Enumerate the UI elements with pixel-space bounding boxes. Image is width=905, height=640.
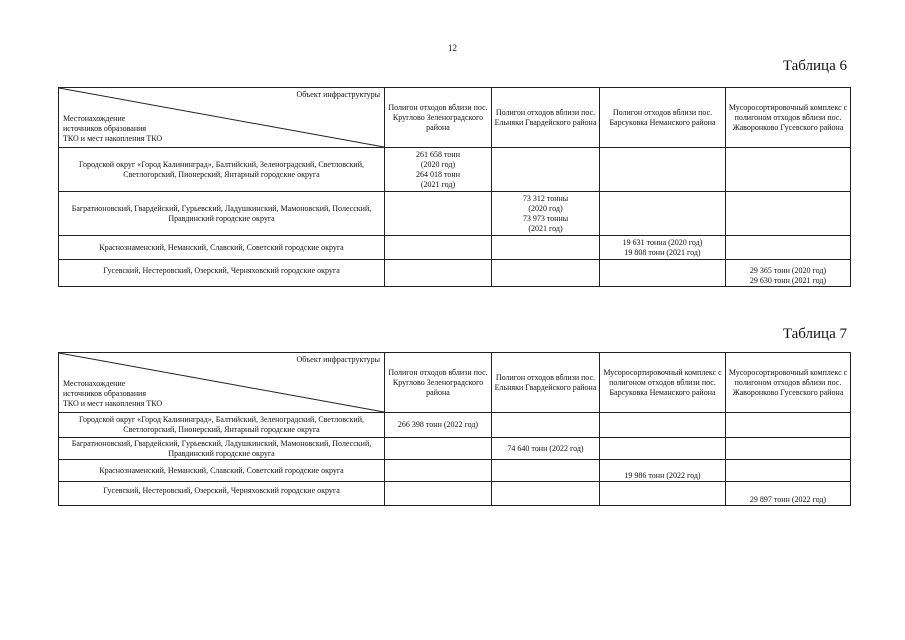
empty-cell (726, 438, 851, 460)
value-cell: 19 986 тонн (2022 год) (600, 460, 726, 482)
table-row (59, 192, 851, 236)
table6-header-3: Полигон отходов вблизи пос. Барсуковка Неманского района (600, 88, 726, 148)
region-cell: Багратионовский, Гвардейский, Гурьевский, Ладушкинский, Мамоновский, Полесский, Правдинский городские округа (59, 438, 385, 460)
table6 (58, 87, 851, 287)
empty-cell (385, 192, 492, 236)
table-row (59, 148, 851, 192)
region-cell: Городской округ «Город Калининград», Балтийский, Зеленоградский, Светловский, Светлогорский, Пионерский, Янтарный городские округа (59, 413, 385, 438)
table7-header-1: Полигон отходов вблизи пос. Круглово Зеленоградского района (385, 353, 492, 413)
empty-cell (600, 438, 726, 460)
table-row (59, 482, 851, 506)
empty-cell (600, 148, 726, 192)
value-cell: 29 897 тонн (2022 год) (726, 482, 851, 506)
table-row (59, 460, 851, 482)
value-cell: 29 365 тонн (2020 год) 29 630 тонн (2021 год) (726, 260, 851, 287)
table6-corner-cell (59, 88, 385, 148)
corner-top-label: Объект инфраструктуры (296, 90, 380, 99)
empty-cell (726, 413, 851, 438)
region-cell: Гусевский, Нестеровский, Озерский, Черняховский городские округа (59, 482, 385, 506)
value-cell: 19 631 тонна (2020 год) 19 808 тонн (2021 год) (600, 236, 726, 260)
region-cell: Краснознаменский, Неманский, Славский, Советский городские округа (59, 236, 385, 260)
empty-cell (492, 460, 600, 482)
empty-cell (600, 413, 726, 438)
region-cell: Гусевский, Нестеровский, Озерский, Черняховский городские округа (59, 260, 385, 287)
region-cell: Краснознаменский, Неманский, Славский, Советский городские округа (59, 460, 385, 482)
empty-cell (492, 260, 600, 287)
value-cell: 73 312 тонны (2020 год) 73 973 тонны (2021 год) (492, 192, 600, 236)
empty-cell (492, 413, 600, 438)
empty-cell (600, 482, 726, 506)
empty-cell (600, 260, 726, 287)
table-row (59, 413, 851, 438)
table6-header-2: Полигон отходов вблизи пос. Ельняки Гвардейского района (492, 88, 600, 148)
empty-cell (385, 482, 492, 506)
region-cell: Городской округ «Город Калининград», Балтийский, Зеленоградский, Светловский, Светлогорский, Пионерский, Янтарный городские округа (59, 148, 385, 192)
corner-bottom-label: Местонахождение источников образования ТКО и мест накопления ТКО (63, 114, 163, 143)
empty-cell (385, 260, 492, 287)
empty-cell (385, 438, 492, 460)
empty-cell (492, 482, 600, 506)
region-cell: Багратионовский, Гвардейский, Гурьевский, Ладушкинский, Мамоновский, Полесский, Правдинский городские округа (59, 192, 385, 236)
empty-cell (726, 460, 851, 482)
table6-header-4: Мусоросортировочный комплекс с полигоном отходов вблизи пос. Жаворонково Гусевского района (726, 88, 851, 148)
empty-cell (600, 192, 726, 236)
empty-cell (492, 236, 600, 260)
value-cell: 74 640 тонн (2022 год) (492, 438, 600, 460)
table7-header-row (59, 353, 851, 413)
empty-cell (385, 460, 492, 482)
table7 (58, 352, 851, 506)
table-row (59, 438, 851, 460)
table6-header-1: Полигон отходов вблизи пос. Круглово Зеленоградского района (385, 88, 492, 148)
value-cell: 266 398 тонн (2022 год) (385, 413, 492, 438)
empty-cell (385, 236, 492, 260)
empty-cell (726, 192, 851, 236)
table7-header-2: Полигон отходов вблизи пос. Ельняки Гвардейского района (492, 353, 600, 413)
page-number: 12 (448, 43, 457, 53)
table6-title: Таблица 6 (782, 58, 847, 74)
corner-bottom-label: Местонахождение источников образования ТКО и мест накопления ТКО (63, 379, 163, 408)
empty-cell (726, 148, 851, 192)
table7-corner-cell (59, 353, 385, 413)
table6-header-row (59, 88, 851, 148)
table7-header-4: Мусоросортировочный комплекс с полигоном отходов вблизи пос. Жаворонково Гусевского района (726, 353, 851, 413)
corner-top-label: Объект инфраструктуры (296, 355, 380, 364)
table-row (59, 236, 851, 260)
empty-cell (726, 236, 851, 260)
value-cell: 261 658 тонн (2020 год) 264 018 тонн (2021 год) (385, 148, 492, 192)
table7-title: Таблица 7 (782, 326, 847, 342)
table7-header-3: Мусоросортировочный комплекс с полигоном отходов вблизи пос. Барсуковка Неманского района (600, 353, 726, 413)
empty-cell (492, 148, 600, 192)
table-row (59, 260, 851, 287)
